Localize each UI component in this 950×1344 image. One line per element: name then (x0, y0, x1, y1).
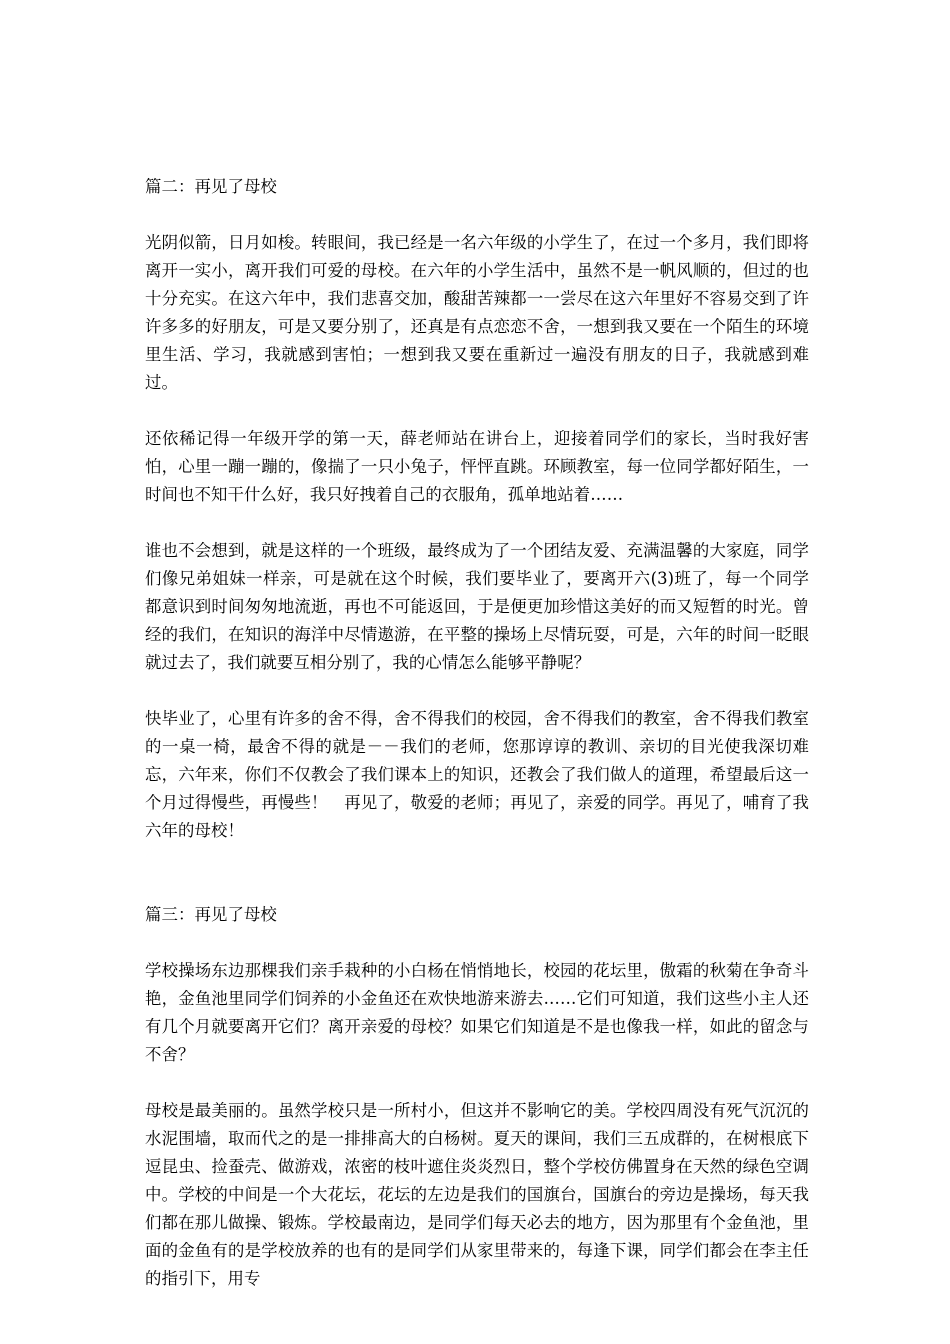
section-2 (145, 173, 809, 845)
section-heading: 篇三：再见了母校 (145, 905, 277, 924)
paragraph: 快毕业了，心里有许多的舍不得，舍不得我们的校园，舍不得我们的教室，舍不得我们教室的一桌一椅，最舍不得的就是－－我们的老师，您那谆谆的教训、亲切的目光使我深切难忘，六年来，你们不仅教会了我们课本上的知识，还教会了我们做人的道理，希望最后这一个月过得慢些，再慢些！ 再见了，敬爱的老师；再见了，亲爱的同学。再见了，哺育了我六年的母校！ (145, 709, 809, 840)
section-spacer (145, 873, 809, 901)
paragraph: 谁也不会想到，就是这样的一个班级，最终成为了一个团结友爱、充满温馨的大家庭，同学们像兄弟姐妹一样亲，可是就在这个时候，我们要毕业了，要离开六(3)班了，每一个同学都意识到时间匆匆地流逝，再也不可能返回，于是便更加珍惜这美好的而又短暂的时光。曾经的我们，在知识的海洋中尽情遨游，在平整的操场上尽情玩耍，可是，六年的时间一眨眼就过去了，我们就要互相分别了，我的心情怎么能够平静呢？ (145, 541, 809, 672)
paragraph: 母校是最美丽的。虽然学校只是一所村小，但这并不影响它的美。学校四周没有死气沉沉的水泥围墙，取而代之的是一排排高大的白杨树。夏天的课间，我们三五成群的，在树根底下逗昆虫、捡蚕壳、做游戏，浓密的枝叶遮住炎炎烈日，整个学校仿佛置身在天然的绿色空调中。学校的中间是一个大花坛，花坛的左边是我们的国旗台，国旗台的旁边是操场，每天我们都在那儿做操、锻炼。学校最南边，是同学们每天必去的地方，因为那里有个金鱼池，里面的金鱼有的是学校放养的也有的是同学们从家里带来的，每逢下课，同学们都会在李主任的指引下，用专 (145, 1101, 809, 1288)
section-3 (145, 901, 809, 1293)
paragraph: 学校操场东边那棵我们亲手栽种的小白杨在悄悄地长，校园的花坛里，傲霜的秋菊在争奇斗艳，金鱼池里同学们饲养的小金鱼还在欢快地游来游去……它们可知道，我们这些小主人还有几个月就要离开它们？离开亲爱的母校？如果它们知道是不是也像我一样，如此的留念与不舍？ (145, 961, 809, 1064)
section-heading: 篇二：再见了母校 (145, 177, 277, 196)
document-body (145, 173, 809, 1321)
paragraph: 光阴似箭，日月如梭。转眼间，我已经是一名六年级的小学生了，在过一个多月，我们即将离开一实小，离开我们可爱的母校。在六年的小学生活中，虽然不是一帆风顺的，但过的也十分充实。在这六年中，我们悲喜交加，酸甜苦辣都一一尝尽在这六年里好不容易交到了许许多多的好朋友，可是又要分别了，还真是有点恋恋不舍，一想到我又要在一个陌生的环境里生活、学习，我就感到害怕；一想到我又要在重新过一遍没有朋友的日子，我就感到难过。 (145, 233, 809, 392)
paragraph: 还依稀记得一年级开学的第一天，薛老师站在讲台上，迎接着同学们的家长，当时我好害怕，心里一蹦一蹦的，像揣了一只小兔子，怦怦直跳。环顾教室，每一位同学都好陌生，一时间也不知干什么好，我只好拽着自己的衣服角，孤单地站着…… (145, 429, 809, 504)
